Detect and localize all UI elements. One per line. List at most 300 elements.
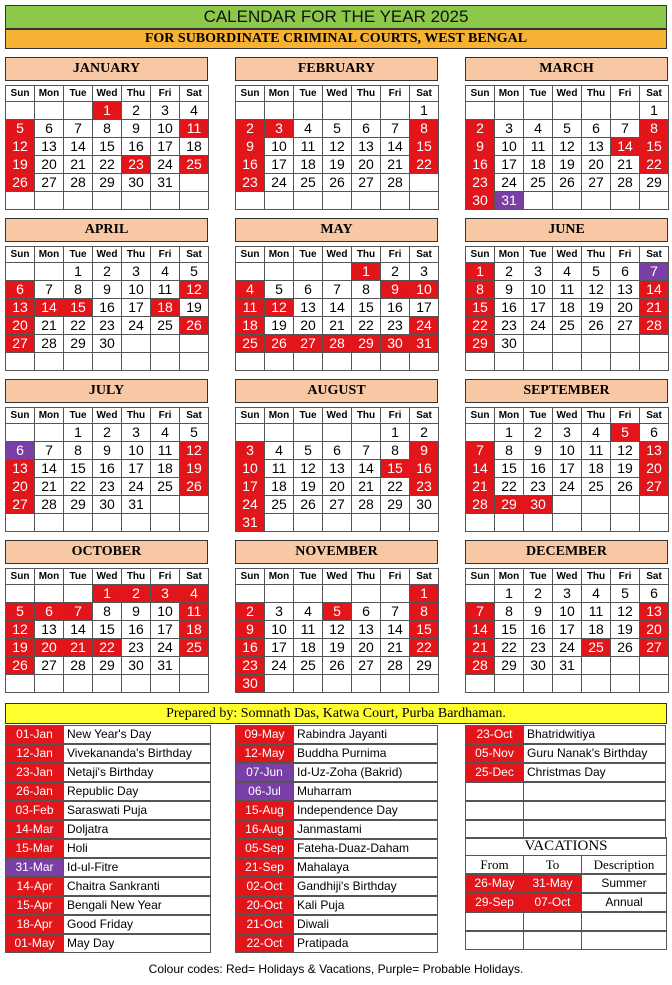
day-cell: 18: [581, 459, 611, 478]
day-cell: 21: [63, 155, 93, 174]
day-cell: 21: [465, 477, 495, 496]
day-cell: 13: [639, 602, 669, 621]
prepared-by-banner: Prepared by: Somnath Das, Katwa Court, Purba Bardhaman.: [5, 703, 667, 724]
empty-day-cell: [552, 191, 582, 210]
day-cell: 7: [380, 602, 410, 621]
day-cell: 6: [351, 119, 381, 138]
holiday-date: 12-Jan: [5, 744, 64, 763]
day-cell: 8: [63, 280, 93, 299]
empty-day-cell: [34, 513, 64, 532]
day-cell: 28: [34, 334, 64, 353]
empty-day-cell: [610, 352, 640, 371]
holiday-date: 01-Jan: [5, 725, 64, 744]
day-cell: 3: [552, 584, 582, 603]
empty-day-cell: [150, 674, 180, 693]
day-cell: 24: [552, 638, 582, 657]
empty-day-cell: [639, 495, 669, 514]
day-cell: 7: [380, 119, 410, 138]
day-cell: 3: [552, 423, 582, 442]
empty-day-cell: [552, 674, 582, 693]
day-cell: 8: [351, 280, 381, 299]
day-cell: 24: [150, 155, 180, 174]
day-cell: 4: [523, 119, 553, 138]
holiday-row: [235, 934, 437, 953]
month-days-grid: [5, 568, 208, 692]
weekday-header: Wed: [92, 85, 122, 102]
day-cell: 21: [34, 477, 64, 496]
day-cell: 15: [351, 298, 381, 317]
weekday-header: Sat: [409, 568, 439, 585]
day-cell: 25: [581, 477, 611, 496]
holiday-date: 21-Sep: [235, 858, 294, 877]
empty-day-cell: [351, 191, 381, 210]
weekday-header: Tue: [523, 407, 553, 424]
day-cell: 1: [494, 584, 524, 603]
day-cell: 19: [581, 298, 611, 317]
month-title: NOVEMBER: [235, 540, 438, 564]
day-cell: 27: [351, 656, 381, 675]
empty-day-cell: [179, 173, 209, 192]
day-cell: 4: [264, 441, 294, 460]
day-cell: 12: [322, 620, 352, 639]
day-cell: 26: [179, 477, 209, 496]
day-cell: 19: [322, 155, 352, 174]
empty-day-cell: [34, 352, 64, 371]
weekday-header: Thu: [581, 568, 611, 585]
day-cell: 17: [150, 137, 180, 156]
holiday-row: [235, 915, 437, 934]
holiday-date: 31-Mar: [5, 858, 64, 877]
empty-day-cell: [409, 191, 439, 210]
month-title: JULY: [5, 379, 208, 403]
empty-day-cell: [322, 101, 352, 120]
day-cell: 30: [92, 334, 122, 353]
holiday-column: [235, 725, 437, 953]
weekday-header: Sun: [465, 246, 495, 263]
weekday-header: Thu: [581, 85, 611, 102]
day-cell: 15: [92, 620, 122, 639]
weekday-header: Sun: [465, 85, 495, 102]
day-cell: 22: [409, 638, 439, 657]
empty-day-cell: [581, 334, 611, 353]
day-cell: 18: [264, 477, 294, 496]
holiday-name: Guru Nanak's Birthday: [523, 744, 666, 763]
month-august: [235, 379, 438, 531]
day-cell: 6: [581, 119, 611, 138]
holiday-name: Muharram: [293, 782, 438, 801]
empty-day-cell: [5, 191, 35, 210]
day-cell: 28: [63, 656, 93, 675]
empty-day-cell: [179, 495, 209, 514]
month-title: FEBRUARY: [235, 57, 438, 81]
day-cell: 2: [380, 262, 410, 281]
day-cell: 11: [179, 602, 209, 621]
day-cell: 10: [150, 119, 180, 138]
day-cell: 16: [235, 155, 265, 174]
holiday-name: Diwali: [293, 915, 438, 934]
day-cell: 27: [34, 173, 64, 192]
day-cell: 6: [34, 119, 64, 138]
weekday-header: Tue: [293, 407, 323, 424]
weekday-header: Sun: [465, 407, 495, 424]
empty-day-cell: [322, 262, 352, 281]
day-cell: 23: [121, 155, 151, 174]
day-cell: 3: [121, 262, 151, 281]
day-cell: 24: [121, 477, 151, 496]
day-cell: 8: [494, 441, 524, 460]
day-cell: 14: [351, 459, 381, 478]
day-cell: 15: [494, 459, 524, 478]
day-cell: 11: [552, 280, 582, 299]
day-cell: 18: [523, 155, 553, 174]
day-cell: 12: [552, 137, 582, 156]
month-title: MARCH: [465, 57, 668, 81]
day-cell: 25: [150, 316, 180, 335]
day-cell: 8: [380, 441, 410, 460]
empty-day-cell: [494, 513, 524, 532]
weekday-header: Sun: [235, 85, 265, 102]
weekday-header: Mon: [494, 568, 524, 585]
empty-day-cell: [380, 101, 410, 120]
holiday-date: 14-Mar: [5, 820, 64, 839]
month-days-grid: [5, 85, 208, 209]
day-cell: 5: [293, 441, 323, 460]
holiday-name: Independence Day: [293, 801, 438, 820]
day-cell: 22: [465, 316, 495, 335]
month-april: [5, 218, 208, 370]
day-cell: 14: [639, 280, 669, 299]
holiday-row: [235, 820, 437, 839]
day-cell: 8: [409, 602, 439, 621]
day-cell: 23: [494, 316, 524, 335]
day-cell: 23: [380, 316, 410, 335]
weekday-header: Mon: [494, 85, 524, 102]
weekday-header: Wed: [92, 246, 122, 263]
day-cell: 13: [351, 620, 381, 639]
day-cell: 28: [380, 173, 410, 192]
day-cell: 22: [494, 638, 524, 657]
day-cell: 28: [639, 316, 669, 335]
empty-day-cell: [523, 352, 553, 371]
empty-day-cell: [235, 584, 265, 603]
day-cell: 16: [121, 620, 151, 639]
day-cell: 15: [409, 137, 439, 156]
day-cell: 19: [610, 620, 640, 639]
day-cell: 12: [179, 280, 209, 299]
weekday-header: Wed: [322, 246, 352, 263]
day-cell: 2: [235, 119, 265, 138]
day-cell: 23: [92, 477, 122, 496]
weekday-header: Sun: [235, 407, 265, 424]
holiday-row: [5, 877, 210, 896]
weekday-header: Tue: [63, 407, 93, 424]
month-days-grid: [235, 85, 438, 209]
month-title: DECEMBER: [465, 540, 668, 564]
month-days-grid: [235, 246, 438, 370]
day-cell: 29: [409, 656, 439, 675]
day-cell: 20: [34, 155, 64, 174]
empty-day-cell: [293, 674, 323, 693]
day-cell: 1: [63, 262, 93, 281]
day-cell: 9: [380, 280, 410, 299]
day-cell: 15: [409, 620, 439, 639]
day-cell: 21: [639, 298, 669, 317]
colour-codes-note: Colour codes: Red= Holidays & Vacations, Purple= Probable Holidays.: [148, 962, 524, 976]
day-cell: 19: [5, 638, 35, 657]
empty-day-cell: [121, 191, 151, 210]
weekday-header: Tue: [523, 246, 553, 263]
day-cell: 15: [63, 298, 93, 317]
holiday-date: 18-Apr: [5, 915, 64, 934]
day-cell: 25: [179, 155, 209, 174]
day-cell: 3: [235, 441, 265, 460]
day-cell: 22: [63, 477, 93, 496]
day-cell: 9: [465, 137, 495, 156]
day-cell: 18: [293, 155, 323, 174]
empty-day-cell: [150, 352, 180, 371]
holiday-name: Janmastami: [293, 820, 438, 839]
vacation-from: 29-Sep: [465, 893, 524, 912]
day-cell: 21: [322, 316, 352, 335]
day-cell: 24: [523, 316, 553, 335]
weekday-header: Wed: [322, 85, 352, 102]
day-cell: 26: [581, 316, 611, 335]
day-cell: 25: [293, 173, 323, 192]
day-cell: 5: [552, 119, 582, 138]
holiday-row: [235, 744, 437, 763]
day-cell: 25: [293, 656, 323, 675]
month-may: [235, 218, 438, 370]
holiday-row: [465, 782, 665, 801]
day-cell: 31: [150, 656, 180, 675]
holiday-name: Doljatra: [63, 820, 211, 839]
empty-day-cell: [552, 495, 582, 514]
empty-day-cell: [351, 584, 381, 603]
weekday-header: Sat: [179, 568, 209, 585]
day-cell: 15: [63, 459, 93, 478]
weekday-header: Mon: [264, 568, 294, 585]
day-cell: 4: [179, 584, 209, 603]
holiday-date: 20-Oct: [235, 896, 294, 915]
weekday-header: Sun: [465, 568, 495, 585]
empty-day-cell: [5, 423, 35, 442]
day-cell: 20: [293, 316, 323, 335]
day-cell: 17: [150, 620, 180, 639]
day-cell: 1: [380, 423, 410, 442]
weekday-header: Wed: [552, 568, 582, 585]
month-title: AUGUST: [235, 379, 438, 403]
empty-day-cell: [409, 513, 439, 532]
day-cell: 14: [380, 620, 410, 639]
holiday-name: Kali Puja: [293, 896, 438, 915]
day-cell: 11: [581, 441, 611, 460]
weekday-header: Sun: [5, 568, 35, 585]
day-cell: 21: [610, 155, 640, 174]
day-cell: 18: [552, 298, 582, 317]
day-cell: 19: [179, 298, 209, 317]
day-cell: 7: [34, 441, 64, 460]
holiday-name: Bengali New Year: [63, 896, 211, 915]
day-cell: 22: [494, 477, 524, 496]
holiday-date: 25-Dec: [465, 763, 524, 782]
day-cell: 26: [322, 173, 352, 192]
page-subtitle: FOR SUBORDINATE CRIMINAL COURTS, WEST BENGAL: [5, 29, 667, 49]
day-cell: 23: [523, 638, 553, 657]
empty-day-cell: [293, 423, 323, 442]
day-cell: 17: [121, 459, 151, 478]
holiday-date: [465, 801, 524, 820]
day-cell: 17: [121, 298, 151, 317]
day-cell: 4: [552, 262, 582, 281]
weekday-header: Sun: [235, 246, 265, 263]
day-cell: 17: [409, 298, 439, 317]
day-cell: 30: [523, 656, 553, 675]
day-cell: 4: [293, 602, 323, 621]
month-days-grid: [5, 246, 208, 370]
vacation-row: [465, 913, 667, 932]
day-cell: 6: [639, 584, 669, 603]
day-cell: 31: [494, 191, 524, 210]
weekday-header: Sat: [409, 85, 439, 102]
day-cell: 17: [552, 620, 582, 639]
empty-day-cell: [610, 334, 640, 353]
empty-day-cell: [610, 513, 640, 532]
empty-day-cell: [235, 423, 265, 442]
day-cell: 29: [92, 173, 122, 192]
holiday-name: [523, 801, 666, 820]
month-title: SEPTEMBER: [465, 379, 668, 403]
day-cell: 18: [293, 638, 323, 657]
weekday-header: Sat: [179, 407, 209, 424]
day-cell: 2: [92, 262, 122, 281]
weekday-header: Thu: [351, 568, 381, 585]
day-cell: 11: [581, 602, 611, 621]
day-cell: 14: [34, 298, 64, 317]
day-cell: 19: [322, 638, 352, 657]
day-cell: 23: [409, 477, 439, 496]
holiday-date: 15-Apr: [5, 896, 64, 915]
empty-day-cell: [351, 101, 381, 120]
empty-day-cell: [179, 513, 209, 532]
empty-day-cell: [34, 262, 64, 281]
weekday-header: Wed: [322, 568, 352, 585]
day-cell: 8: [92, 602, 122, 621]
day-cell: 1: [409, 101, 439, 120]
day-cell: 11: [523, 137, 553, 156]
day-cell: 2: [409, 423, 439, 442]
empty-day-cell: [322, 513, 352, 532]
vacations-header-description: Description: [581, 855, 667, 874]
weekday-header: Tue: [293, 568, 323, 585]
weekday-header: Mon: [34, 85, 64, 102]
day-cell: 16: [380, 298, 410, 317]
empty-day-cell: [293, 262, 323, 281]
day-cell: 9: [409, 441, 439, 460]
day-cell: 7: [465, 602, 495, 621]
day-cell: 25: [552, 316, 582, 335]
day-cell: 10: [523, 280, 553, 299]
day-cell: 22: [351, 316, 381, 335]
day-cell: 14: [380, 137, 410, 156]
day-cell: 19: [610, 459, 640, 478]
day-cell: 18: [581, 620, 611, 639]
empty-day-cell: [552, 334, 582, 353]
holiday-date: 05-Nov: [465, 744, 524, 763]
day-cell: 17: [264, 638, 294, 657]
holiday-name: May Day: [63, 934, 211, 953]
weekday-header: Thu: [121, 85, 151, 102]
day-cell: 17: [523, 298, 553, 317]
day-cell: 10: [150, 602, 180, 621]
day-cell: 14: [465, 459, 495, 478]
weekday-header: Thu: [121, 568, 151, 585]
day-cell: 28: [34, 495, 64, 514]
empty-day-cell: [264, 674, 294, 693]
empty-day-cell: [581, 495, 611, 514]
day-cell: 13: [34, 137, 64, 156]
empty-day-cell: [465, 101, 495, 120]
day-cell: 13: [5, 459, 35, 478]
day-cell: 2: [92, 423, 122, 442]
holiday-row: [465, 801, 665, 820]
day-cell: 5: [179, 262, 209, 281]
day-cell: 30: [380, 334, 410, 353]
day-cell: 6: [5, 280, 35, 299]
empty-day-cell: [409, 674, 439, 693]
holiday-date: 23-Oct: [465, 725, 524, 744]
day-cell: 9: [92, 441, 122, 460]
day-cell: 24: [150, 638, 180, 657]
empty-day-cell: [639, 191, 669, 210]
vacations-table: [465, 837, 667, 951]
empty-day-cell: [610, 191, 640, 210]
weekday-header: Sat: [639, 568, 669, 585]
holiday-row: [5, 744, 210, 763]
day-cell: 15: [639, 137, 669, 156]
holiday-row: [5, 801, 210, 820]
vacation-to: 31-May: [523, 874, 582, 893]
day-cell: 6: [639, 423, 669, 442]
holiday-name: Mahalaya: [293, 858, 438, 877]
empty-day-cell: [121, 513, 151, 532]
day-cell: 1: [351, 262, 381, 281]
day-cell: 5: [581, 262, 611, 281]
month-june: [465, 218, 668, 370]
day-cell: 5: [610, 584, 640, 603]
day-cell: 12: [322, 137, 352, 156]
empty-day-cell: [5, 584, 35, 603]
holiday-row: [5, 934, 210, 953]
empty-day-cell: [293, 352, 323, 371]
empty-day-cell: [465, 674, 495, 693]
day-cell: 4: [150, 423, 180, 442]
holiday-date: 02-Oct: [235, 877, 294, 896]
day-cell: 31: [552, 656, 582, 675]
holiday-date: 21-Oct: [235, 915, 294, 934]
holiday-row: [5, 820, 210, 839]
day-cell: 13: [5, 298, 35, 317]
holiday-name: Id-Uz-Zoha (Bakrid): [293, 763, 438, 782]
day-cell: 3: [150, 584, 180, 603]
day-cell: 1: [494, 423, 524, 442]
vacation-desc: [581, 912, 667, 931]
empty-day-cell: [121, 352, 151, 371]
empty-day-cell: [150, 334, 180, 353]
day-cell: 28: [465, 656, 495, 675]
empty-day-cell: [351, 513, 381, 532]
day-cell: 9: [92, 280, 122, 299]
day-cell: 27: [322, 495, 352, 514]
